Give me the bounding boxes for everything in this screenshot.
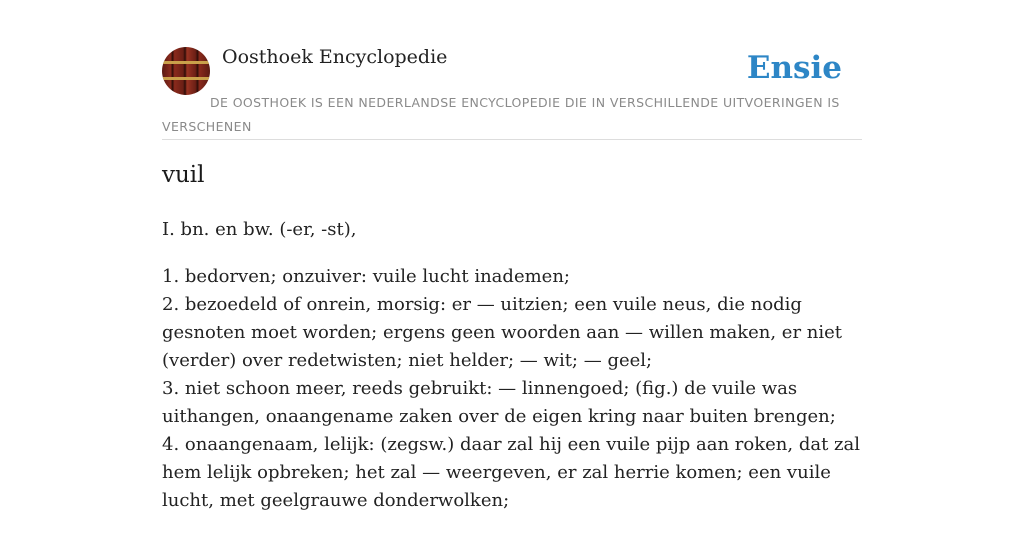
site-tagline: DE OOSTHOEK IS EEN NEDERLANDSE ENCYCLOPEDIE DIE IN VERSCHILLENDE UITVOERINGEN IS VERSCHENEN: [162, 95, 840, 134]
sense-item: 1. bedorven; onzuiver: vuile lucht inademen;: [162, 266, 570, 287]
sense-item: 4. onaangenaam, lelijk: (zegsw.) daar zal hij een vuile pijp aan roken, dat zal hem lelijk opbreken; het zal — weergeven, er zal herrie komen; een vuile lucht, met geelgrauwe donderwolken;: [162, 434, 861, 511]
grammar-line: I. bn. en bw. (-er, -st),: [162, 219, 357, 240]
sense-item: 2. bezoedeld of onrein, morsig: er — uitzien; een vuile neus, die nodig gesnoten moet worden; ergens geen woorden aan — willen maken, er niet (verder) over redetwisten; niet helder; — wit; — geel;: [162, 294, 843, 371]
entry-content: [162, 216, 862, 534]
site-title[interactable]: Oosthoek Encyclopedie: [222, 46, 448, 68]
header-divider: [162, 139, 862, 140]
entry-title: vuil: [162, 162, 205, 188]
book-spine-band: [162, 77, 210, 80]
book-avatar[interactable]: [162, 47, 210, 95]
ensie-logo-link[interactable]: Ensie: [746, 50, 842, 86]
sense-item: 3. niet schoon meer, reeds gebruikt: — linnengoed; (fig.) de vuile was uithangen, onaangename zaken over de eigen kring naar buiten brengen;: [162, 378, 836, 427]
book-spine-band: [162, 61, 210, 64]
sense-list: [162, 263, 862, 515]
